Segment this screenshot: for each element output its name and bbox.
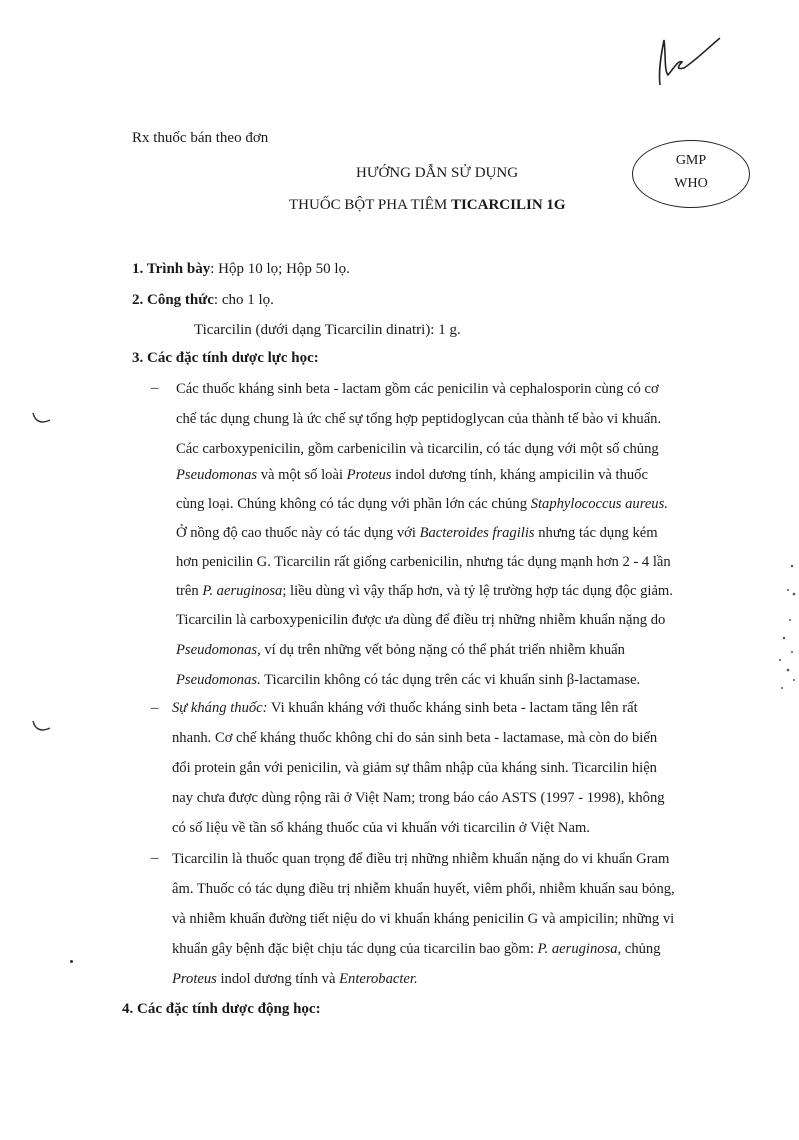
p2-line [172,698,638,718]
text-run: và một số loài [257,467,347,483]
bullet-dash-1: – [151,380,159,396]
handwritten-initials [648,30,728,100]
section-1-label: 1. Trình bày [132,261,211,277]
p3-line [172,939,661,959]
section-2 [132,290,274,310]
rx-note: Rx thuốc bán theo đơn [132,130,269,146]
text-run: chủng [621,941,661,957]
italic-term: Bacteroides fragilis [419,525,535,541]
section-4-heading: 4. Các đặc tính dược động học: [122,1001,321,1017]
text-run: cùng loại. Chúng không có tác dụng với phần lớn các chủng [176,496,531,512]
italic-term: Pseudomonas, [176,642,261,658]
gmp-who-badge [632,140,750,208]
text-run: indol dương tính, kháng ampicilin và thuốc [391,467,648,483]
text-run: nhưng tác dụng kém [534,525,658,541]
section-2-text: : cho 1 lọ. [213,292,274,308]
text-run: trên [176,583,203,599]
p1-line [176,494,668,514]
subtitle-plain: THUỐC BỘT PHA TIÊM [289,197,451,213]
italic-term: Enterobacter. [339,971,418,987]
text-run: indol dương tính và [216,971,340,987]
p1-line: hơn penicilin G. Ticarcilin rất giống carbenicilin, nhưng tác dụng mạnh hơn 2 - 4 lần [176,554,671,570]
italic-term: Pseudomonas [176,467,258,483]
italic-term: P. aeruginosa, [537,941,622,957]
section-2-ingredient: Ticarcilin (dưới dạng Ticarcilin dinatri): 1 g. [194,322,461,338]
text-run: Vi khuẩn kháng với thuốc kháng sinh beta - lactam tăng lên rất [267,700,638,716]
p1-line [176,670,640,690]
scan-artifacts [770,560,799,700]
p1-line [176,523,658,543]
bullet-dash-2: – [151,700,159,716]
p3-line: và nhiễm khuẩn đường tiết niệu do vi khuẩn kháng penicilin G và ampicilin; những vi [172,911,675,927]
section-2-label: 2. Công thức [132,292,214,308]
section-1-text: : Hộp 10 lọ; Hộp 50 lọ. [210,261,350,277]
scan-dot [70,960,73,963]
badge-gmp: GMP [675,153,707,168]
text-run: ví dụ trên những vết bỏng nặng có thể phát triển nhiễm khuẩn [260,642,625,658]
doc-subtitle [289,195,566,215]
italic-term: Proteus [346,467,392,483]
italic-term: P. aeruginosa [202,583,283,599]
p1-line: Ticarcilin là carboxypenicilin được ưa dùng để điều trị những nhiễm khuẩn nặng do [176,612,666,628]
italic-term: Staphylococcus aureus. [530,496,668,512]
p2-line: nay chưa được dùng rộng rãi ở Việt Nam; trong báo cáo ASTS (1997 - 1998), không [172,790,665,806]
p1-line [176,465,648,485]
p2-line: đổi protein gắn với penicilin, và giảm sự thâm nhập của kháng sinh. Ticarcilin hiện [172,760,657,776]
italic-term: Proteus [172,971,217,987]
p2-line: có số liệu về tần số kháng thuốc của vi khuẩn với ticarcilin ở Việt Nam. [172,820,590,836]
italic-term: Pseudomonas. [176,672,261,688]
text-run: Ở nồng độ cao thuốc này có tác dụng với [176,525,420,541]
p3-line: âm. Thuốc có tác dụng điều trị nhiễm khuẩn huyết, viêm phổi, nhiễm khuẩn sau bỏng, [172,881,675,897]
italic-term: Sự kháng thuốc: [172,700,268,716]
p1-line [176,640,625,660]
text-run: ; liều dùng vì vậy thấp hơn, và tỷ lệ trường hợp tác dụng độc giảm. [282,583,673,599]
doc-title: HƯỚNG DẪN SỬ DỤNG [356,165,519,181]
p2-line: nhanh. Cơ chế kháng thuốc không chỉ do sản sinh beta - lactamase, mà còn do biến [172,730,658,746]
margin-mark-2 [30,718,54,738]
p3-line [172,969,418,989]
subtitle-product: TICARCILIN 1G [450,197,566,213]
p1-line [176,581,673,601]
section-1 [132,259,350,279]
p1-line: chế tác dụng chung là ức chế sự tổng hợp peptidoglycan của thành tế bào vi khuẩn. [176,411,662,427]
text-run: Ticarcilin không có tác dụng trên các vi khuẩn sinh β-lactamase. [260,672,641,688]
p1-line: Các thuốc kháng sinh beta - lactam gồm các penicilin và cephalosporin cùng có cơ [176,381,659,397]
p1-line: Các carboxypenicilin, gồm carbenicilin và ticarcilin, có tác dụng với một số chủng [176,441,659,457]
text-run: khuẩn gây bệnh đặc biệt chịu tác dụng của ticarcilin bao gồm: [172,941,538,957]
margin-mark-1 [30,410,54,430]
bullet-dash-3: – [151,850,159,866]
p3-line: Ticarcilin là thuốc quan trọng để điều trị những nhiễm khuẩn nặng do vi khuẩn Gram [172,851,670,867]
badge-who: WHO [674,176,708,191]
section-3-heading: 3. Các đặc tính dược lực học: [132,350,319,366]
